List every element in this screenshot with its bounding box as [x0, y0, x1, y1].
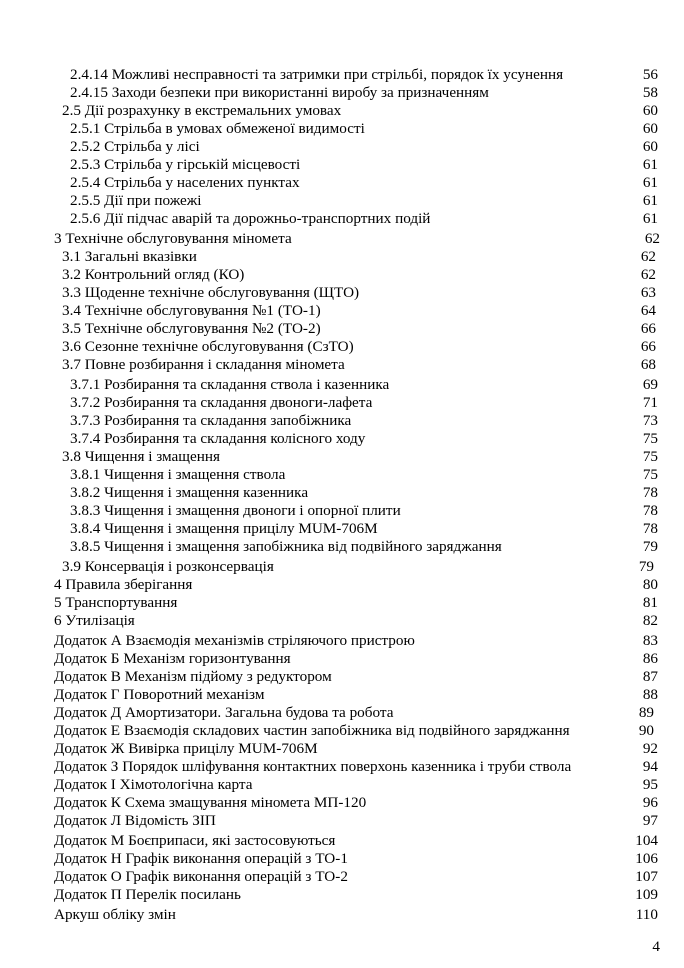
toc-entry-page: 75 [642, 430, 658, 447]
toc-entry[interactable] [0, 338, 684, 356]
toc-entry-page: 60 [642, 102, 658, 119]
toc-entry[interactable] [0, 832, 684, 850]
toc-entry-title: 2.5.4 Стрільба у населених пунктах [70, 174, 300, 191]
toc-entry-title: 3.7.2 Розбирання та складання двоноги-лафета [70, 394, 373, 411]
toc-entry[interactable] [0, 448, 684, 466]
toc-entry[interactable] [0, 156, 684, 174]
toc-entry-title: Додаток Е Взаємодія складових частин запобіжника від подвійного заряджання [54, 722, 570, 739]
toc-entry[interactable] [0, 868, 684, 886]
toc-entry-page: 62 [644, 230, 660, 247]
toc-entry-title: 3.8.3 Чищення і змащення двоноги і опорної плити [70, 502, 401, 519]
toc-entry[interactable] [0, 594, 684, 612]
toc-entry-page: 92 [642, 740, 658, 757]
toc-entry[interactable] [0, 192, 684, 210]
toc-entry[interactable] [0, 612, 684, 630]
toc-entry[interactable] [0, 138, 684, 156]
toc-entry-title: 3.5 Технічне обслуговування №2 (ТО-2) [62, 320, 321, 337]
toc-entry-page: 58 [642, 84, 658, 101]
toc-entry[interactable] [0, 412, 684, 430]
toc-entry-title: Аркуш обліку змін [54, 906, 176, 923]
toc-entry-page: 106 [635, 850, 658, 867]
toc-entry-page: 97 [642, 812, 658, 829]
toc-entry-page: 66 [640, 338, 656, 355]
toc-entry-page: 60 [642, 138, 658, 155]
toc-entry-title: Додаток Н Графік виконання операцій з ТО-1 [54, 850, 348, 867]
toc-entry-page: 61 [642, 210, 658, 227]
toc-entry[interactable] [0, 794, 684, 812]
toc-entry-title: Додаток К Схема змащування міномета МП-120 [54, 794, 367, 811]
toc-entry[interactable] [0, 120, 684, 138]
toc-entry-page: 95 [642, 776, 658, 793]
toc-entry[interactable] [0, 576, 684, 594]
toc-entry-title: 3.7 Повне розбирання і складання міномета [62, 356, 345, 373]
toc-entry[interactable] [0, 266, 684, 284]
toc-entry-page: 62 [640, 248, 656, 265]
toc-entry-title: Додаток В Механізм підйому з редуктором [54, 668, 332, 685]
toc-entry[interactable] [0, 248, 684, 266]
toc-entry[interactable] [0, 850, 684, 868]
toc-entry-page: 89 [638, 704, 654, 721]
toc-entry-page: 82 [642, 612, 658, 629]
toc-entry-title: 3.7.3 Розбирання та складання запобіжника [70, 412, 352, 429]
toc-entry-page: 88 [642, 686, 658, 703]
toc-entry[interactable] [0, 686, 684, 704]
toc-entry-title: Додаток П Перелік посилань [54, 886, 241, 903]
toc-entry[interactable] [0, 886, 684, 904]
toc-entry-page: 86 [642, 650, 658, 667]
toc-entry-title: 3.8.2 Чищення і змащення казенника [70, 484, 309, 501]
toc-entry-page: 78 [642, 502, 658, 519]
toc-entry-page: 109 [635, 886, 658, 903]
toc-entry-title: 3.3 Щоденне технічне обслуговування (ЩТО) [62, 284, 360, 301]
toc-entry-title: Додаток І Хімотологічна карта [54, 776, 253, 793]
toc-entry-title: Додаток Ж Вивірка прицілу MUM-706M [54, 740, 318, 757]
toc-entry-page: 71 [642, 394, 658, 411]
toc-entry-title: 3.8.1 Чищення і змащення ствола [70, 466, 286, 483]
toc-entry-title: Додаток Д Амортизатори. Загальна будова та робота [54, 704, 394, 721]
toc-entry[interactable] [0, 520, 684, 538]
toc-entry-page: 68 [640, 356, 656, 373]
toc-entry-title: 2.5 Дії розрахунку в екстремальних умовах [62, 102, 342, 119]
toc-entry[interactable] [0, 284, 684, 302]
toc-entry-page: 87 [642, 668, 658, 685]
toc-entry-title: Додаток О Графік виконання операцій з ТО-2 [54, 868, 348, 885]
toc-entry[interactable] [0, 538, 684, 556]
toc-entry-title: 3.4 Технічне обслуговування №1 (ТО-1) [62, 302, 321, 319]
toc-entry-page: 94 [642, 758, 658, 775]
toc-entry-page: 61 [642, 174, 658, 191]
toc-entry-page: 80 [642, 576, 658, 593]
toc-entry-title: 3.8.4 Чищення і змащення прицілу MUM-706M [70, 520, 378, 537]
toc-entry[interactable] [0, 812, 684, 830]
toc-entry[interactable] [0, 484, 684, 502]
toc-entry[interactable] [0, 758, 684, 776]
toc-entry-page: 64 [640, 302, 656, 319]
toc-entry[interactable] [0, 502, 684, 520]
toc-entry-title: 3.2 Контрольний огляд (КО) [62, 266, 245, 283]
toc-entry[interactable] [0, 558, 684, 576]
toc-entry-page: 78 [642, 520, 658, 537]
toc-entry[interactable] [0, 174, 684, 192]
toc-entry-title: 4 Правила зберігання [54, 576, 193, 593]
toc-entry[interactable] [0, 906, 684, 924]
toc-entry-title: 6 Утилізація [54, 612, 135, 629]
toc-entry[interactable] [0, 704, 684, 722]
toc-entry-page: 110 [635, 906, 658, 923]
toc-entry-page: 78 [642, 484, 658, 501]
toc-entry-title: 2.4.15 Заходи безпеки при використанні виробу за призначенням [70, 84, 489, 101]
toc-entry-title: 3.6 Сезонне технічне обслуговування (СзТО) [62, 338, 354, 355]
toc-entry[interactable] [0, 740, 684, 758]
toc-entry-title: 3.7.4 Розбирання та складання колісного ходу [70, 430, 366, 447]
toc-entry[interactable] [0, 66, 684, 84]
toc-entry-page: 81 [642, 594, 658, 611]
toc-entry[interactable] [0, 84, 684, 102]
toc-entry-title: 2.5.5 Дії при пожежі [70, 192, 202, 209]
toc-entry[interactable] [0, 722, 684, 740]
toc-entry-title: 3.8.5 Чищення і змащення запобіжника від подвійного заряджання [70, 538, 502, 555]
toc-entry[interactable] [0, 430, 684, 448]
toc-entry-page: 107 [635, 868, 658, 885]
toc-entry[interactable] [0, 302, 684, 320]
toc-entry-title: Додаток Л Відомість ЗІП [54, 812, 216, 829]
toc-entry-title: 2.4.14 Можливі несправності та затримки при стрільбі, порядок їх усунення [70, 66, 564, 83]
toc-entry-page: 73 [642, 412, 658, 429]
toc-entry-title: Додаток Б Механізм горизонтування [54, 650, 291, 667]
toc-entry-title: Додаток Г Поворотний механізм [54, 686, 265, 703]
toc-entry[interactable] [0, 320, 684, 338]
toc-entry[interactable] [0, 394, 684, 412]
toc-entry-page: 90 [638, 722, 654, 739]
toc-entry[interactable] [0, 230, 684, 248]
toc-entry[interactable] [0, 376, 684, 394]
toc-entry[interactable] [0, 210, 684, 228]
toc-entry-title: 5 Транспортування [54, 594, 178, 611]
toc-entry[interactable] [0, 356, 684, 374]
toc-entry-page: 62 [640, 266, 656, 283]
toc-entry-page: 66 [640, 320, 656, 337]
toc-entry-title: Додаток З Порядок шліфування контактних поверхонь казенника і труби ствола [54, 758, 572, 775]
toc-entry-page: 63 [640, 284, 656, 301]
toc-entry-page: 75 [642, 448, 658, 465]
toc-entry-page: 79 [638, 558, 654, 575]
toc-entry[interactable] [0, 632, 684, 650]
toc-entry-page: 104 [635, 832, 658, 849]
toc-entry-title: 3 Технічне обслуговування міномета [54, 230, 292, 247]
toc-entry-page: 83 [642, 632, 658, 649]
toc-entry-title: 3.8 Чищення і змащення [62, 448, 220, 465]
toc-entry-title: Додаток А Взаємодія механізмів стріляючого пристрою [54, 632, 415, 649]
toc-entry-page: 96 [642, 794, 658, 811]
toc-entry-title: 2.5.2 Стрільба у лісі [70, 138, 200, 155]
page-number: 4 [652, 938, 660, 955]
toc-entry[interactable] [0, 466, 684, 484]
toc-entry-title: 3.9 Консервація і розконсервація [62, 558, 274, 575]
toc-entry[interactable] [0, 650, 684, 668]
toc-entry-title: Додаток М Боєприпаси, які застосовуються [54, 832, 336, 849]
toc-entry-title: 3.7.1 Розбирання та складання ствола і казенника [70, 376, 390, 393]
toc-entry-page: 75 [642, 466, 658, 483]
toc-entry-title: 2.5.3 Стрільба у гірській місцевості [70, 156, 301, 173]
toc-entry[interactable] [0, 668, 684, 686]
toc-entry-page: 61 [642, 156, 658, 173]
toc-entry-page: 61 [642, 192, 658, 209]
toc-entry[interactable] [0, 102, 684, 120]
toc-entry-page: 79 [642, 538, 658, 555]
toc-entry-title: 2.5.6 Дії підчас аварій та дорожньо-транспортних подій [70, 210, 431, 227]
toc-entry-page: 60 [642, 120, 658, 137]
toc-entry-page: 56 [642, 66, 658, 83]
toc-entry[interactable] [0, 776, 684, 794]
toc-entry-page: 69 [642, 376, 658, 393]
toc-entry-title: 3.1 Загальні вказівки [62, 248, 197, 265]
toc-entry-title: 2.5.1 Стрільба в умовах обмеженої видимості [70, 120, 365, 137]
